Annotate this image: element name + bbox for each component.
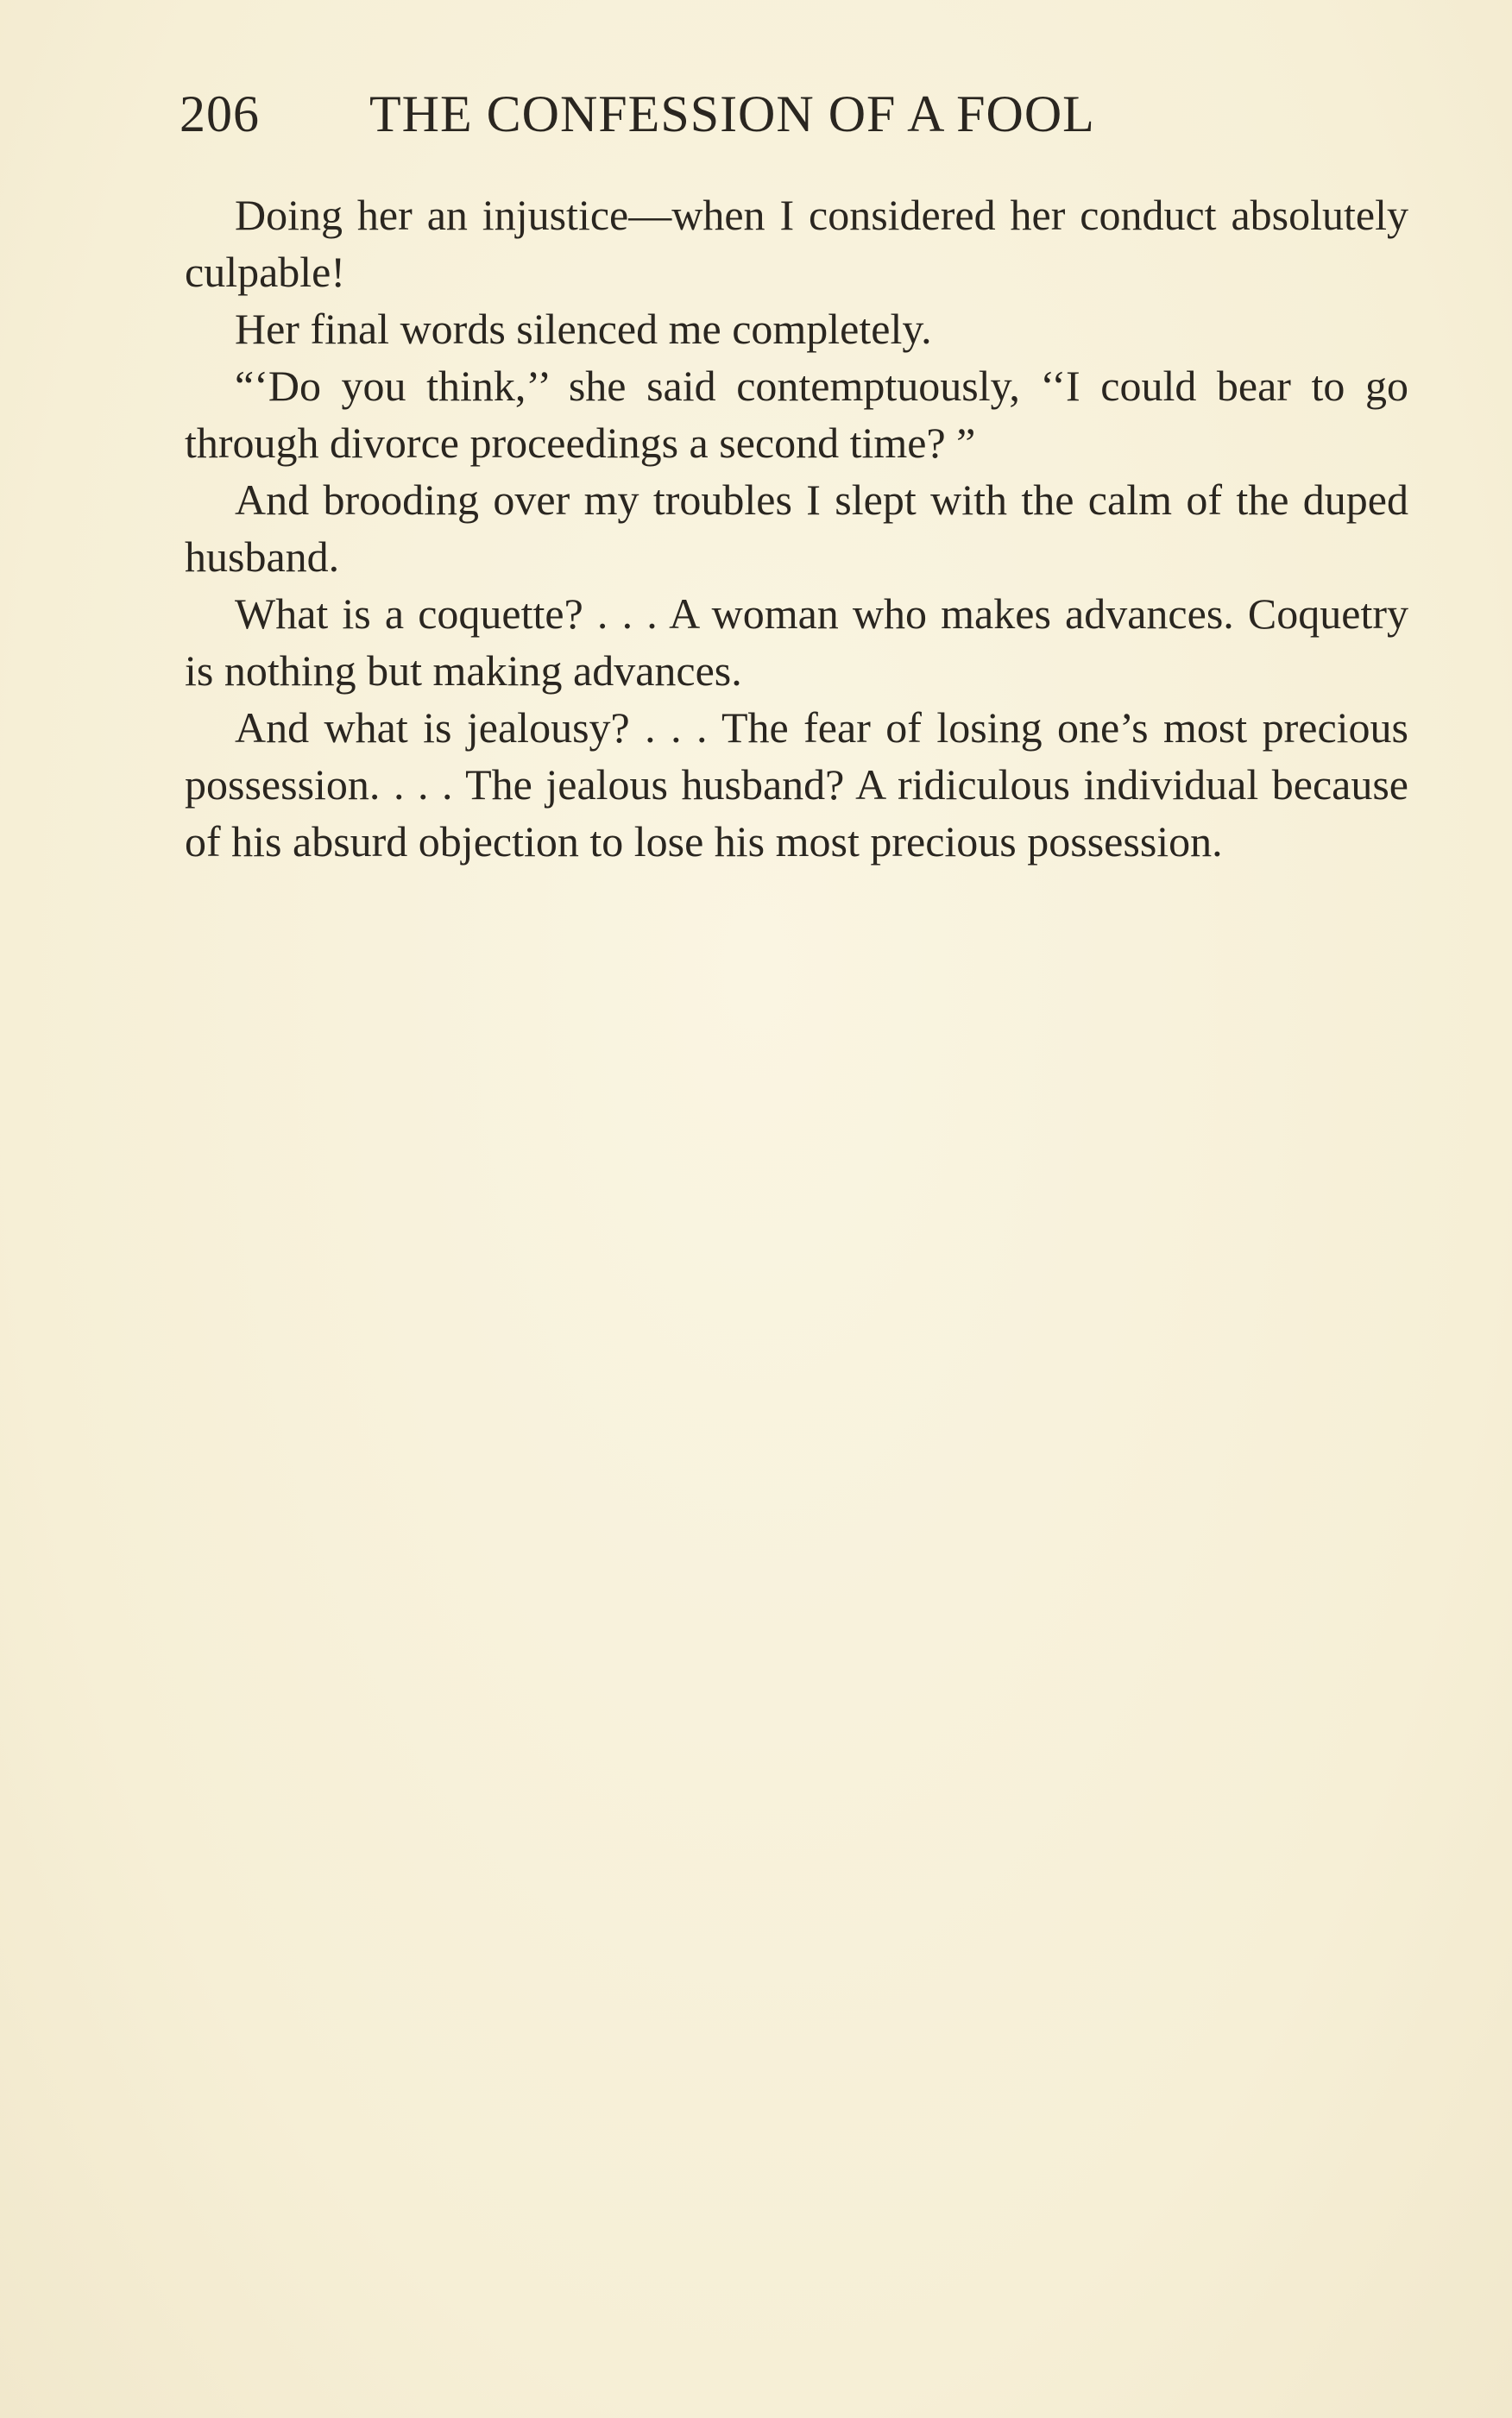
paragraph: And what is jealousy? . . . The fear of losing one’s most precious possession. . . . The jealous husband? A ridiculous individual because of his absurd objection to lose his most precious possession. [185, 703, 1408, 866]
paragraph: Doing her an injustice—when I considered her conduct absolutely culpable! [185, 191, 1408, 296]
page-header [180, 85, 1220, 154]
running-head: THE CONFESSION OF A FOOL [369, 85, 1095, 142]
paragraph: Her final words silenced me completely. [235, 305, 932, 353]
paragraph: What is a coquette? . . . A woman who makes advances. Coquetry is nothing but making advances. [185, 589, 1408, 695]
page-number: 206 [180, 85, 260, 142]
paragraph: And brooding over my troubles I slept with the calm of the duped husband. [185, 475, 1408, 581]
paragraph: “‘Do you think,’’ she said contemptuously, ‘‘I could bear to go through divorce proceedings a second time? ” [185, 362, 1408, 467]
body-text [185, 186, 1408, 870]
